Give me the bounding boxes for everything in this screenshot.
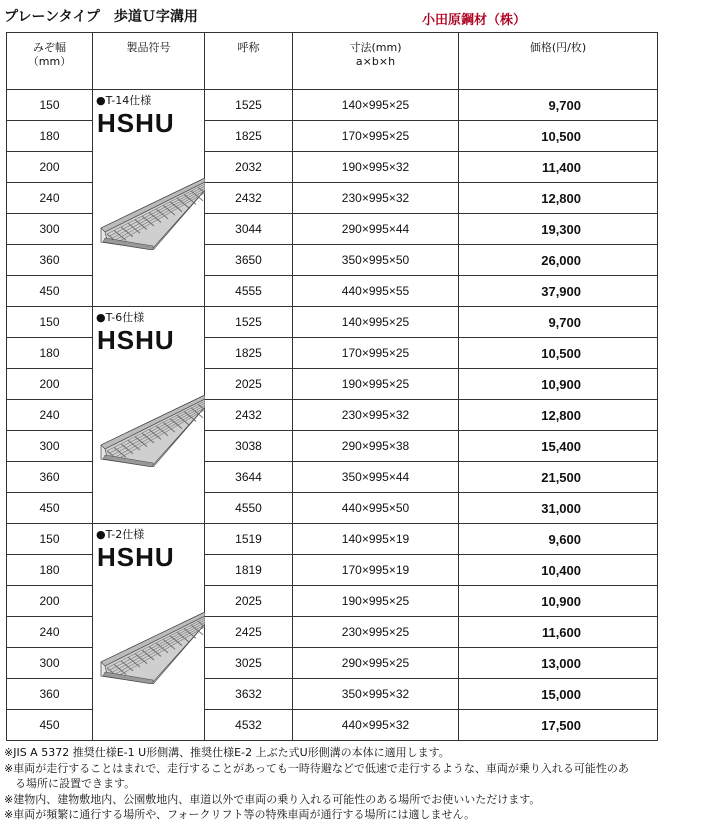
note-line: る場所に設置できます。 [4,777,136,790]
width-cell: 300 [7,431,93,462]
dimension-cell: 350×995×50 [293,245,459,276]
table-header-row [7,33,658,90]
width-cell: 450 [7,276,93,307]
name-cell: 1525 [205,307,293,338]
notes [4,745,717,823]
width-cell: 180 [7,121,93,152]
note-line: ※車両が走行することはまれで、走行することがあっても一時待避などで低速で走行するような、車両が乗り入れる可能性のあ [4,761,629,775]
dimension-cell: 230×995×25 [293,617,459,648]
header-name [205,33,293,90]
product-cell [93,307,205,524]
price-cell: 11,400 [459,152,658,183]
name-cell: 3025 [205,648,293,679]
model-code: HSHU [97,325,175,355]
spec-label: ●T-14仕様 [96,94,152,107]
dimension-cell: 170×995×25 [293,338,459,369]
model-code: HSHU [97,542,175,572]
header-product [93,33,205,90]
dimension-cell: 190×995×25 [293,586,459,617]
width-cell: 450 [7,493,93,524]
price-cell: 37,900 [459,276,658,307]
name-cell: 2432 [205,400,293,431]
company-name: 小田原鋼材（株） [422,13,527,28]
dimension-cell: 290×995×25 [293,648,459,679]
dimension-cell: 140×995×25 [293,307,459,338]
header-width-line2: （mm） [27,55,72,68]
dimension-cell: 350×995×44 [293,462,459,493]
dimension-cell: 170×995×25 [293,121,459,152]
width-cell: 300 [7,214,93,245]
name-cell: 1825 [205,338,293,369]
price-cell: 15,000 [459,679,658,710]
name-cell: 3650 [205,245,293,276]
price-cell: 15,400 [459,431,658,462]
dimension-cell: 140×995×25 [293,90,459,121]
width-cell: 300 [7,648,93,679]
name-cell: 3044 [205,214,293,245]
header-price-label: 価格(円/枚) [529,41,587,54]
width-cell: 240 [7,617,93,648]
name-cell: 4532 [205,710,293,741]
width-cell: 180 [7,338,93,369]
grating-image [93,367,205,467]
dimension-cell: 290×995×38 [293,431,459,462]
spec-label: ●T-2仕様 [96,528,145,541]
dimension-cell: 230×995×32 [293,400,459,431]
note-line: ※車両が頻繁に通行する場所や、フォークリフト等の特殊車両が通行する場所には適しません。 [4,808,476,821]
name-cell: 3038 [205,431,293,462]
width-cell: 150 [7,524,93,555]
price-cell: 10,900 [459,586,658,617]
dimension-cell: 190×995×32 [293,152,459,183]
width-cell: 360 [7,462,93,493]
width-cell: 180 [7,555,93,586]
dimension-cell: 440×995×50 [293,493,459,524]
price-cell: 12,800 [459,400,658,431]
name-cell: 2432 [205,183,293,214]
price-cell: 19,300 [459,214,658,245]
dimension-cell: 350×995×32 [293,679,459,710]
table-row [7,90,658,121]
width-cell: 240 [7,183,93,214]
price-cell: 12,800 [459,183,658,214]
product-cell [93,524,205,741]
price-cell: 21,500 [459,462,658,493]
price-cell: 10,400 [459,555,658,586]
header-dim-line2: a×b×h [355,55,396,68]
name-cell: 3644 [205,462,293,493]
price-cell: 11,600 [459,617,658,648]
price-cell: 9,700 [459,307,658,338]
price-cell: 10,500 [459,338,658,369]
price-cell: 10,500 [459,121,658,152]
dimension-cell: 190×995×25 [293,369,459,400]
width-cell: 200 [7,369,93,400]
spec-label: ●T-6仕様 [96,311,145,324]
width-cell: 360 [7,679,93,710]
dimension-cell: 230×995×32 [293,183,459,214]
header-dim-line1: 寸法(mm) [349,41,402,54]
width-cell: 200 [7,152,93,183]
dimension-cell: 440×995×55 [293,276,459,307]
header-product-label: 製品符号 [126,41,171,54]
dimension-cell: 290×995×44 [293,214,459,245]
price-cell: 9,700 [459,90,658,121]
model-code: HSHU [97,108,175,138]
grating-image [93,584,205,684]
header-width-line1: みぞ幅 [33,41,66,54]
note-line: ※JIS A 5372 推奨仕様E-1 U形側溝、推奨仕様E-2 上ぶた式U形側溝の本体に適用します。 [4,746,450,759]
price-cell: 17,500 [459,710,658,741]
width-cell: 360 [7,245,93,276]
header-name-label: 呼称 [237,41,260,54]
header-width [7,33,93,90]
spec-table [6,32,658,741]
width-cell: 150 [7,90,93,121]
table-row [7,307,658,338]
page-title: プレーンタイプ 歩道Ｕ字溝用 [4,9,198,25]
width-cell: 240 [7,400,93,431]
name-cell: 1825 [205,121,293,152]
name-cell: 2025 [205,586,293,617]
width-cell: 150 [7,307,93,338]
price-cell: 26,000 [459,245,658,276]
dimension-cell: 170×995×19 [293,555,459,586]
name-cell: 4550 [205,493,293,524]
name-cell: 1519 [205,524,293,555]
name-cell: 2032 [205,152,293,183]
name-cell: 2425 [205,617,293,648]
dimension-cell: 140×995×19 [293,524,459,555]
price-cell: 9,600 [459,524,658,555]
width-cell: 200 [7,586,93,617]
price-cell: 31,000 [459,493,658,524]
width-cell: 450 [7,710,93,741]
name-cell: 1819 [205,555,293,586]
header-price [459,33,658,90]
note-line: ※建物内、建物敷地内、公園敷地内、車道以外で車両の乗り入れる可能性のある場所でお使いいただけます。 [4,792,541,806]
price-cell: 13,000 [459,648,658,679]
name-cell: 1525 [205,90,293,121]
grating-image [93,150,205,250]
dimension-cell: 440×995×32 [293,710,459,741]
table-row [7,524,658,555]
product-cell [93,90,205,307]
price-cell: 10,900 [459,369,658,400]
name-cell: 2025 [205,369,293,400]
name-cell: 4555 [205,276,293,307]
name-cell: 3632 [205,679,293,710]
header-dimensions [293,33,459,90]
